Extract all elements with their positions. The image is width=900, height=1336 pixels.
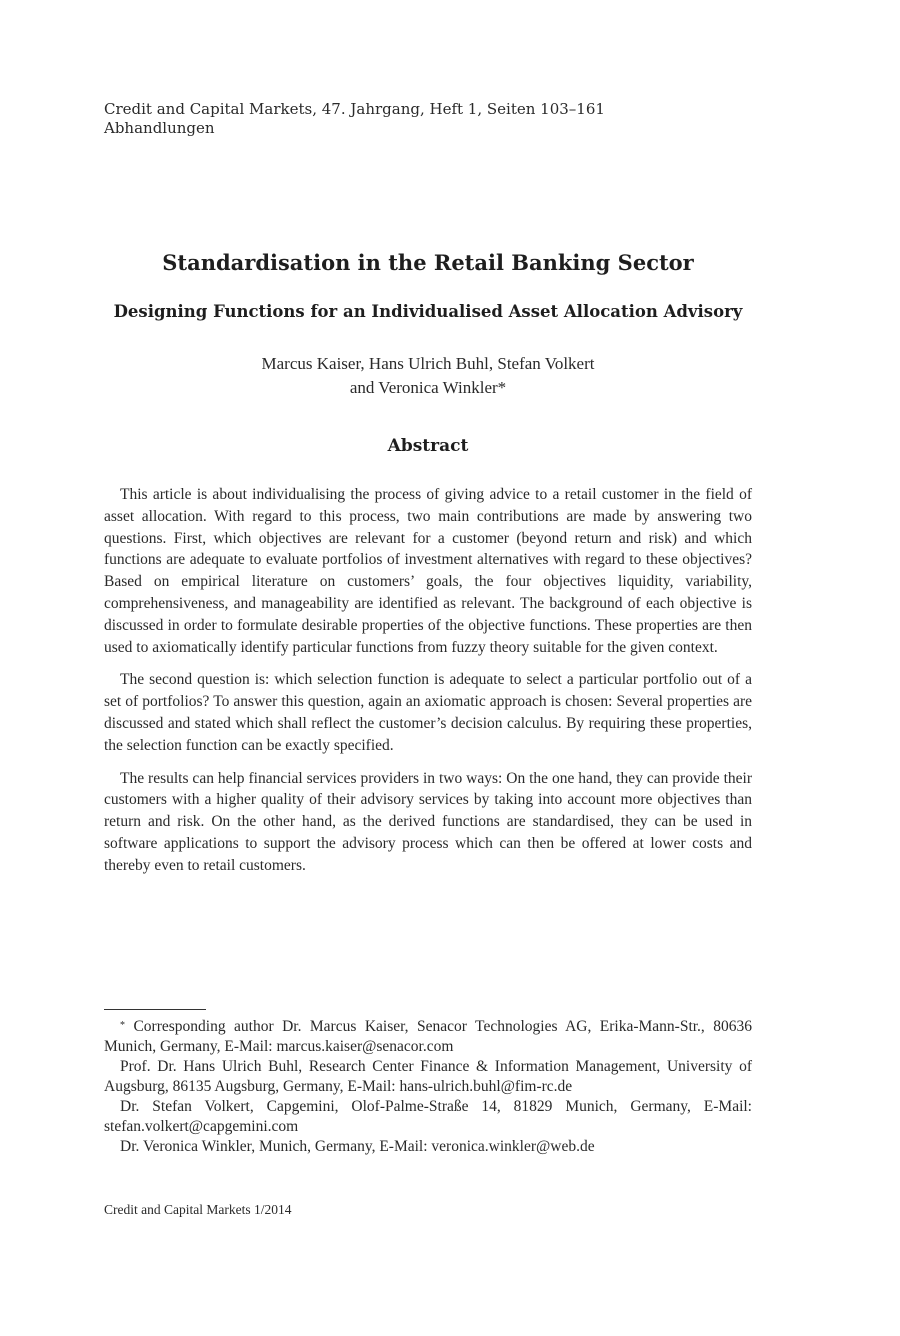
journal-header [104, 100, 605, 138]
footnote-item: Dr. Veronica Winkler, Munich, Germany, E-Mail: veronica.winkler@web.de [120, 1138, 595, 1155]
footnote-text: Corresponding author Dr. Marcus Kaiser, Senacor Technologies AG, Erika-Mann-Str., 80636 Munich, Germany, E-Mail: marcus.kaiser@senacor.com [104, 1018, 753, 1055]
authors-line-1: Marcus Kaiser, Hans Ulrich Buhl, Stefan Volkert [261, 354, 595, 373]
abstract-paragraph: This article is about individualising the process of giving advice to a retail customer in the field of asset allocation. With regard to this process, two main contributions are made by answering two questions. First, which objectives are relevant for a customer (beyond return and risk) and which functions are adequate to evaluate portfolios of investment alternatives with regard to these objectives? Based on empirical literature on customers’ goals, the four objectives liquidity, variability, comprehensiveness, and manageability are identified as relevant. The background of each objective is discussed in order to formulate desirable properties of the objective functions. These properties are then used to axiomatically identify particular functions from fuzzy theory suitable for the given context. [104, 486, 752, 656]
footnote-item: Prof. Dr. Hans Ulrich Buhl, Research Center Finance & Information Management, University of Augsburg, 86135 Augsburg, Germany, E-Mail: hans-ulrich.buhl@fim-rc.de [104, 1058, 752, 1095]
abstract-paragraph: The results can help financial services providers in two ways: On the one hand, they can provide their customers with a higher quality of their advisory services by taking into account more objectives than return and risk. On the other hand, as the derived functions are standardised, they can be used in software applications to support the advisory process which can then be offered at lower costs and thereby even to retail customers. [104, 769, 752, 874]
page-footer: Credit and Capital Markets 1/2014 [104, 1202, 292, 1217]
authors-line-2: and Veronica Winkler* [349, 378, 507, 397]
footnote-item: Dr. Stefan Volkert, Capgemini, Olof-Palme-Straße 14, 81829 Munich, Germany, E-Mail: stefan.volkert@capgemini.com [104, 1098, 752, 1135]
journal-citation: Credit and Capital Markets, 47. Jahrgang, Heft 1, Seiten 103–161 [104, 100, 605, 118]
footnote-marker: * [120, 1020, 125, 1031]
paper-page [104, 0, 752, 1336]
abstract-paragraph: The second question is: which selection function is adequate to select a particular portfolio out of a set of portfolios? To answer this question, again an axiomatic approach is chosen: Several properties are discussed and stated which shall reflect the customer’s decision calculus. By requiring these properties, the selection function can be exactly specified. [104, 671, 752, 754]
footnote-item [104, 1017, 752, 1057]
abstract-body [104, 484, 752, 888]
abstract-heading: Abstract [387, 436, 469, 456]
footnotes [104, 1017, 752, 1157]
article-subtitle: Designing Functions for an Individualised Asset Allocation Advisory [113, 302, 743, 321]
footnote-separator [104, 1009, 206, 1010]
article-title: Standardisation in the Retail Banking Sector [162, 250, 694, 275]
journal-section: Abhandlungen [104, 119, 215, 137]
author-list [104, 352, 752, 400]
